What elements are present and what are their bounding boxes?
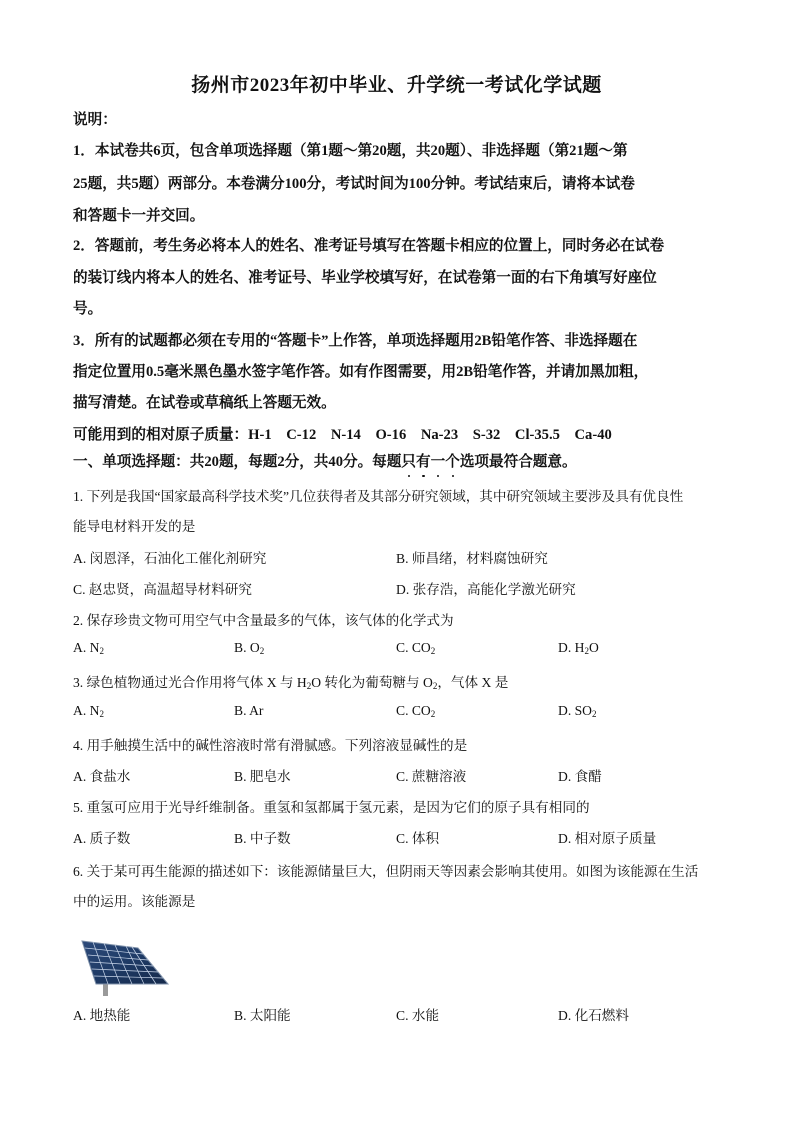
question-4-option-d: D. 食醋 bbox=[558, 769, 602, 784]
question-6-stem: 6. 关于某可再生能源的描述如下：该能源储量巨大，但阴雨天等因素会影响其使用。如图为该能源在生活 bbox=[73, 864, 699, 879]
section-heading-prefix: 一、单项选择题：共20题，每题2分，共40分。每题 bbox=[73, 454, 402, 470]
question-1-option-b: B. 师昌绪，材料腐蚀研究 bbox=[396, 551, 548, 566]
emphasis-char: 一 bbox=[431, 450, 446, 471]
instruction-line: 描写清楚。在试卷或草稿纸上答题无效。 bbox=[73, 395, 336, 411]
question-2-option-b: B. $O_2$ bbox=[234, 640, 265, 656]
atomic-mass: Cl-35.5 bbox=[514, 427, 560, 443]
question-6-option-d: D. 化石燃料 bbox=[558, 1008, 629, 1023]
question-1-stem: 能导电材料开发的是 bbox=[73, 519, 196, 534]
solar-panel-icon bbox=[80, 938, 175, 998]
section-heading-suffix: 选项最符合题意。 bbox=[459, 454, 577, 470]
atomic-mass: H-1 bbox=[248, 427, 272, 443]
question-3-stem: 3. 绿色植物通过光合作用将气体 X 与 $H_2O$ 转化为葡萄糖与 $O_2$，气体 X 是 bbox=[73, 675, 509, 691]
emphasis-char: 只 bbox=[401, 450, 416, 471]
question-4-option-a: A. 食盐水 bbox=[73, 769, 131, 784]
emphasis-char: 个 bbox=[445, 450, 460, 471]
atomic-mass: Na-23 bbox=[420, 427, 459, 443]
question-1-option-d: D. 张存浩，高能化学激光研究 bbox=[396, 582, 576, 597]
question-3-option-d: D. $SO_2$ bbox=[558, 703, 597, 719]
question-5-option-c: C. 体积 bbox=[396, 831, 440, 846]
question-3-option-a: A. $N_2$ bbox=[73, 703, 104, 719]
question-4-stem: 4. 用手触摸生活中的碱性溶液时常有滑腻感。下列溶液显碱性的是 bbox=[73, 738, 468, 753]
instruction-line: 指定位置用0.5毫米黑色墨水签字笔作答。如有作图需要，用2B铅笔作答，并请加黑加粗， bbox=[73, 364, 649, 380]
question-2-option-a: A. $N_2$ bbox=[73, 640, 104, 656]
atomic-mass: Ca-40 bbox=[574, 427, 612, 443]
page-title: 扬州市2023年初中毕业、升学统一考试化学试题 bbox=[191, 75, 602, 96]
question-4-option-b: B. 肥皂水 bbox=[234, 769, 291, 784]
atomic-mass: N-14 bbox=[330, 427, 361, 443]
question-1-option-c: C. 赵忠贤，高温超导材料研究 bbox=[73, 582, 252, 597]
question-5-option-d: D. 相对原子质量 bbox=[558, 831, 657, 846]
atomic-mass: C-12 bbox=[286, 427, 317, 443]
instruction-line: 和答题卡一并交回。 bbox=[73, 208, 205, 224]
emphasis-char: 有 bbox=[416, 450, 431, 471]
question-3-option-b: B. Ar bbox=[234, 703, 264, 718]
solar-panel-image bbox=[80, 938, 175, 998]
atomic-masses bbox=[73, 423, 612, 444]
instruction-line: 3．所有的试题都必须在专用的“答题卡”上作答，单项选择题用2B铅笔作答、非选择题在 bbox=[73, 333, 638, 349]
question-5-stem: 5. 重氢可应用于光导纤维制备。重氢和氢都属于氢元素，是因为它们的原子具有相同的 bbox=[73, 800, 590, 815]
question-3-option-c: C. $CO_2$ bbox=[396, 703, 436, 719]
question-2-option-c: C. $CO_2$ bbox=[396, 640, 436, 656]
atomic-mass: O-16 bbox=[375, 427, 407, 443]
question-2-stem: 2. 保存珍贵文物可用空气中含量最多的气体，该气体的化学式为 bbox=[73, 613, 454, 628]
instruction-line: 的装订线内将本人的姓名、准考证号、毕业学校填写好，在试卷第一面的右下角填写好座位 bbox=[73, 270, 657, 286]
instruction-line: 2．答题前，考生务必将本人的姓名、准考证号填写在答题卡相应的位置上，同时务必在试卷 bbox=[73, 238, 665, 254]
atomic-masses-label: 可能用到的相对原子质量： bbox=[73, 427, 249, 443]
question-6-option-a: A. 地热能 bbox=[73, 1008, 131, 1023]
instruction-line: 号。 bbox=[73, 301, 103, 317]
question-1-stem: 1. 下列是我国“国家最高科学技术奖”几位获得者及其部分研究领域，其中研究领域主要涉及具有优良性 bbox=[73, 489, 684, 504]
instructions-heading: 说明： bbox=[73, 112, 117, 128]
question-6-option-b: B. 太阳能 bbox=[234, 1008, 291, 1023]
question-6-option-c: C. 水能 bbox=[396, 1008, 440, 1023]
question-5-option-a: A. 质子数 bbox=[73, 831, 131, 846]
atomic-mass: S-32 bbox=[472, 427, 501, 443]
question-6-stem: 中的运用。该能源是 bbox=[73, 894, 196, 909]
question-1-option-a: A. 闵恩泽，石油化工催化剂研究 bbox=[73, 551, 267, 566]
question-2-option-d: D. $H_2O$ bbox=[558, 640, 599, 656]
section-heading bbox=[73, 450, 577, 471]
instruction-line: 25题，共5题）两部分。本卷满分100分，考试时间为100分钟。考试结束后，请将本试卷 bbox=[73, 176, 635, 192]
question-5-option-b: B. 中子数 bbox=[234, 831, 291, 846]
question-4-option-c: C. 蔗糖溶液 bbox=[396, 769, 467, 784]
instruction-line: 1．本试卷共6页，包含单项选择题（第1题～第20题，共20题）、非选择题（第21题～第 bbox=[73, 143, 628, 159]
